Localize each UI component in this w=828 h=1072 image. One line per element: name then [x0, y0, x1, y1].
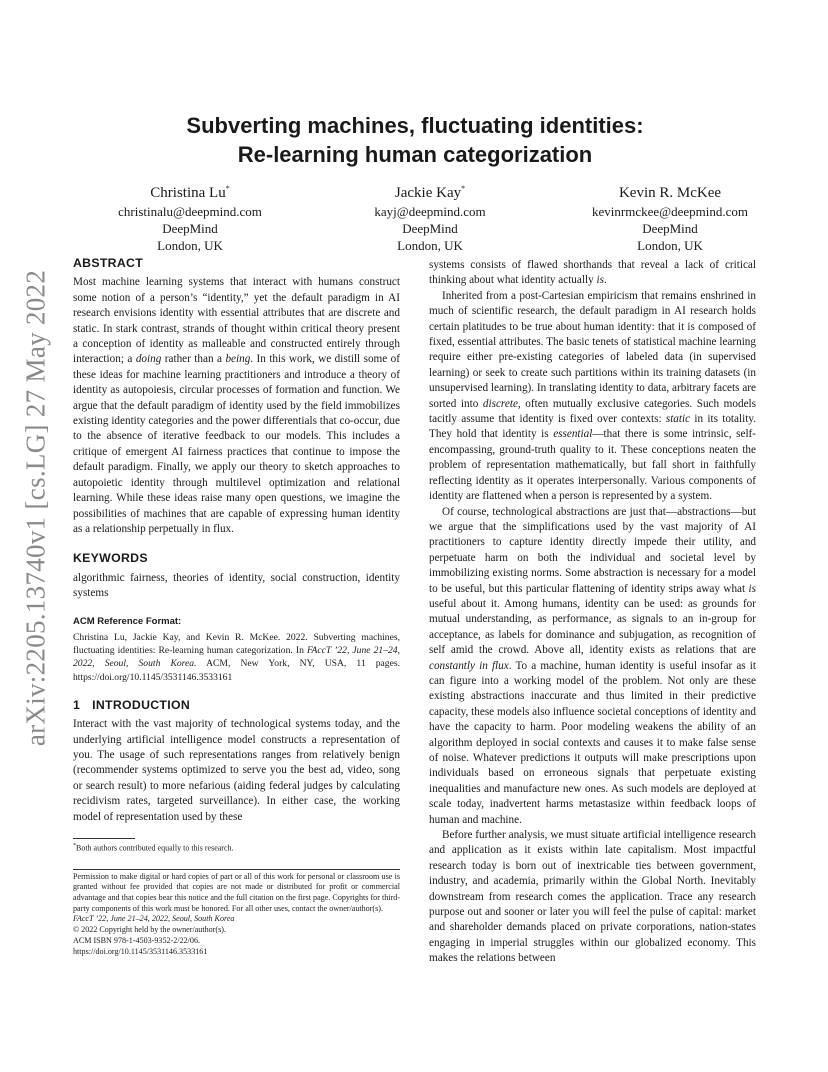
acm-reference-text: Christina Lu, Jackie Kay, and Kevin R. McKee. 2022. Subverting machines, fluctuating identities: Re-learning human categorization. In FAccT ’22, June 21–24, 2022, Seoul, South Korea. ACM, New York, NY, USA, 11 pages. https://doi.org/10.1145/3531146.3533161 — [73, 631, 400, 683]
acm-reference-section — [73, 614, 400, 684]
body-paragraph: Before further analysis, we must situate artificial intelligence research and application as it exists within late capitalism. Most impactful research today is born out of inextricable ties between government, industry, and academia, primarily within the Global North. Inevitably downstream from research comes the application. Trace any research purpose out and sooner or later you will feel the pulse of capital: market and shareholder demands placed on private corporations, nation-states engaging in imperial struggles within our globalized economy. This makes the relations between — [429, 829, 756, 965]
keywords-section — [73, 551, 400, 601]
abstract-section — [73, 256, 400, 537]
title-line-1: Subverting machines, fluctuating identities: — [186, 113, 644, 138]
author-1 — [70, 179, 310, 254]
permission-divider — [73, 869, 400, 870]
title-line-2: Re-learning human categorization — [237, 142, 593, 167]
author-location: London, UK — [637, 238, 703, 253]
equal-contribution-mark: * — [225, 184, 230, 193]
author-block — [70, 179, 790, 254]
author-name: Kevin R. McKee — [618, 185, 722, 201]
isbn-line: ACM ISBN 978-1-4503-9352-2/22/06. — [73, 935, 201, 945]
author-2 — [310, 179, 550, 254]
author-affiliation: DeepMind — [402, 221, 458, 236]
author-email: kevinrmckee@deepmind.com — [592, 204, 748, 219]
footnote-mark: * — [73, 843, 76, 849]
keywords-heading: KEYWORDS — [73, 551, 148, 566]
footnote-divider — [73, 838, 135, 839]
abstract-text: Most machine learning systems that interact with humans construct some notion of a person’s “identity,” yet the default paradigm in AI research envisions identity with essential attributes that are discrete and static. In stark contrast, strands of thought within critical theory present a conception of identity as malleable and constructed entirely through interaction; a doing rather than a being. In this work, we distill some of these ideas for machine learning practitioners and introduce a theory of identity as autopoiesis, circular processes of formation and function. We argue that the default paradigm of identity used by the field immobilizes existing identity categories and the power differentials that co-occur, due to the absence of iterative feedback to our models. This includes a critique of emergent AI fairness practices that continue to impose the default paradigm. Finally, we apply our theory to sketch approaches to autopoietic identity through multilevel optimization and relational learning. While these ideas raise many open questions, we imagine the possibilities of machines that are capable of expressing human identity as a relationship perpetually in flux. — [73, 276, 400, 535]
body-paragraph: systems consists of flawed shorthands that reveal a lack of critical thinking about what identity actually is. — [429, 259, 756, 287]
copyright-line: © 2022 Copyright held by the owner/author(s). — [73, 925, 226, 935]
author-email: kayj@deepmind.com — [374, 204, 486, 219]
paper-title — [90, 111, 740, 169]
permission-statement: Permission to make digital or hard copies of part or all of this work for personal or classroom use is granted without fee provided that copies are not made or distributed for profit or commercial advantage and that copies bear this notice and the full citation on the first page. Copyrights for third-party components of this work must be honored. For all other uses, contact the owner/author(s). — [73, 871, 400, 913]
author-location: London, UK — [397, 238, 463, 253]
author-affiliation: DeepMind — [642, 221, 698, 236]
author-name: Jackie Kay — [394, 185, 462, 201]
footnote — [73, 841, 400, 854]
section-title: INTRODUCTION — [92, 697, 191, 712]
keywords-text: algorithmic fairness, theories of identity, social construction, identity systems — [73, 571, 400, 600]
doi-line: https://doi.org/10.1145/3531146.3533161 — [73, 946, 208, 956]
author-3 — [550, 179, 790, 254]
introduction-heading — [73, 698, 400, 713]
arxiv-sidebar — [16, 269, 56, 747]
conference-info: FAccT ’22, June 21–24, 2022, Seoul, South Korea — [73, 914, 235, 924]
acm-reference-heading: ACM Reference Format: — [73, 615, 182, 627]
author-email: christinalu@deepmind.com — [118, 204, 262, 219]
introduction-text: Interact with the vast majority of technological systems today, and the underlying artificial intelligence model constructs a representation of you. The usage of such representations ranges from relatively benign (recommender systems optimized to serve you the best ad, video, song or search result) to more nefarious (aiding federal judges by calculating recidivism rates, targeted surveillance). In either case, the working model of representation used by these — [73, 718, 400, 823]
author-name: Christina Lu — [150, 185, 226, 201]
abstract-heading: ABSTRACT — [73, 256, 144, 270]
equal-contribution-mark: * — [461, 184, 466, 193]
permission-notice — [73, 872, 400, 958]
footnote-text: Both authors contributed equally to this research. — [76, 843, 234, 853]
introduction-section — [73, 698, 400, 825]
author-location: London, UK — [157, 238, 223, 253]
body-paragraph: Of course, technological abstractions are just that—abstractions—but we argue that the simplifications used by the vast majority of AI practitioners to capture identity directly impede their utility, and perpetuate harm on both the individual and societal level by immobilizing existing norms. Some abstraction is necessary for a model to be useful, but this particular flattening of identity strips away what is useful about it. Among humans, identity can be used: as grounds for mutual understanding, as performance, as signals to an in-group for acceptance, as labels for dominance and subjugation, as recognition of self amid the crowd. Above all, identity exists as relations that are constantly in flux. To a machine, human identity is useful insofar as it can figure into a working model of the problem. Not only are these existing abstractions inaccurate and thus limited in their predictive capacity, these models also influence societal conceptions of identity and have the capacity to harm. Poor modeling weakens the ability of an algorithm deployed in social contexts and causes it to make false sense of noise. Whatever predictions it outputs will make prescriptions upon individuals based on erroneous signals that perpetuate existing inequalities and manufacture new ones. As such models are deployed at scale today, inadvertent harms metastasize within feedback loops of human and machine. — [429, 505, 756, 826]
arxiv-identifier: arXiv:2205.13740v1 [cs.LG] 27 May 2022 — [20, 269, 51, 747]
right-column — [429, 258, 756, 967]
body-paragraph: Inherited from a post-Cartesian empiricism that remains enshrined in much of scientific research, the default paradigm in AI research holds certain platitudes to be true about human identity: that it is composed of fixed, essential attributes. The basic tenets of statistical machine learning require either pre-existing categories of labeled data (in supervised learning) or seek to create such partitions within its training datasets (in unsupervised learning). In translating identity to data, arbitrary facets are sorted into discrete, often mutually exclusive categories. Such models tacitly assume that identity is fixed over contexts: static in its totality. They hold that identity is essential—that there is some intrinsic, self-encompassing, ground-truth quality to it. These conceptions neaten the problem of representation mathematically, but fall short in faithfully reflecting identity as it operates interpersonally. Various components of identity are flattened when a person is represented by a system. — [429, 289, 757, 503]
section-number: 1 — [73, 697, 81, 712]
author-affiliation: DeepMind — [162, 221, 218, 236]
left-column — [73, 256, 400, 957]
